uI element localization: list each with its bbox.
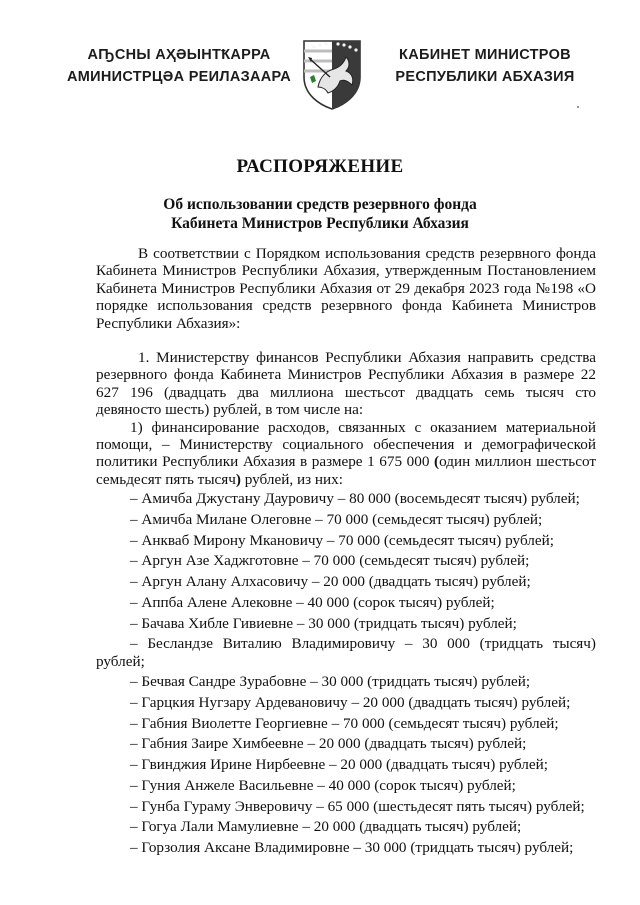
list-item: – Аргун Алану Алхасовичу – 20 000 (двадцать тысяч) рублей;: [130, 573, 531, 591]
header-russian-line-2: РЕСПУБЛИКИ АБХАЗИЯ: [395, 69, 575, 85]
document-subject: [0, 195, 640, 233]
list-item: – Амичба Джустану Дауровичу – 80 000 (восемьдесят тысяч) рублей;: [130, 490, 580, 508]
list-item: – Гарцкия Нугзару Ардевановичу – 20 000 (двадцать тысяч) рублей;: [130, 694, 571, 712]
subpoint-1-paren-open: (: [434, 453, 440, 471]
list-item: – Аргун Азе Хаджготовне – 70 000 (семьдесят тысяч) рублей;: [130, 552, 530, 570]
subpoint-1-paragraph: [96, 419, 596, 489]
preamble-paragraph: В соответствии с Порядком использования средств резервного фонда Кабинета Министров Республики Абхазия, утвержденным Постановлением Кабинета Министров Республики Абхазия от 29 декабря 2023 года №198 «О порядке использования средств резервного фонда Кабинета Министров Республики Абхазия»:: [96, 245, 596, 332]
header-russian-title: [380, 44, 590, 88]
document-body: [96, 245, 596, 856]
header-russian-line-1: КАБИНЕТ МИНИСТРОВ: [399, 47, 571, 63]
point-1-paragraph: 1. Министерству финансов Республики Абхазия направить средства резервного фонда Кабинета Министров Республики Абхазия в размере 22 627 196 (двадцать два миллиона шестьсот двадцать семь тысяч сто девяносто шесть) рублей, в том числе на:: [96, 349, 596, 419]
document-title: РАСПОРЯЖЕНИЕ: [236, 156, 404, 177]
list-item: – Горзолия Аксане Владимировне – 30 000 (тридцать тысяч) рублей;: [130, 838, 574, 856]
subpoint-1-amount-words: один миллион шестьсот семьдесят пять тысяч: [96, 453, 596, 488]
subject-line-2: Кабинета Министров Республики Абхазия: [171, 215, 469, 232]
header-abkhaz-line-2: АМИНИСТРЦӘА РЕИЛАЗААРА: [66, 69, 292, 85]
list-item: – Гунба Гураму Энверовичу – 65 000 (шестьдесят пять тысяч) рублей;: [130, 797, 585, 815]
list-item: – Амичба Милане Олеговне – 70 000 (семьдесят тысяч) рублей;: [130, 510, 543, 528]
subpoint-1-text-end: рублей, из них:: [240, 470, 343, 488]
subpoint-1-text: 1) финансирование расходов, связанных с оказанием материальной помощи, – Министерству социального обеспечения и демографической политики Республики Абхазия в размере 1 675 000: [96, 418, 596, 471]
recipients-list: [96, 490, 596, 856]
list-item: – Анкваб Мирону Мкановичу – 70 000 (семьдесят тысяч) рублей;: [130, 531, 554, 549]
subpoint-1-paren-close: ): [235, 470, 241, 488]
subject-line-1: Об использовании средств резервного фонда: [163, 196, 477, 213]
list-item: – Гогуа Лали Мамулиевне – 20 000 (двадцать тысяч) рублей;: [130, 818, 522, 836]
list-item: – Гвинджия Ирине Нирбеевне – 20 000 (двадцать тысяч) рублей;: [130, 756, 548, 774]
list-item: – Габния Заире Химбеевне – 20 000 (двадцать тысяч) рублей;: [130, 735, 527, 753]
list-item: – Аппба Алене Алековне – 40 000 (сорок тысяч) рублей;: [130, 593, 495, 611]
header-abkhaz-line-1: АҦСНЫ АҲӘЫНТҞАРРА: [87, 47, 271, 63]
header-abkhaz-title: [64, 44, 294, 88]
list-item: – Гуния Анжеле Васильевне – 40 000 (сорок тысяч) рублей;: [130, 776, 516, 794]
list-item: – Габния Виолетте Георгиевне – 70 000 (семьдесят тысяч) рублей;: [130, 714, 559, 732]
list-item: – Бесландзе Виталию Владимировичу – 30 000 (тридцать тысяч) рублей;: [96, 635, 596, 670]
scan-speck: [577, 106, 579, 108]
list-item: – Бечвая Сандре Зурабовне – 30 000 (тридцать тысяч) рублей;: [130, 673, 531, 691]
list-item: – Бачава Хибле Гивиевне – 30 000 (тридцать тысяч) рублей;: [130, 614, 517, 632]
coat-of-arms-emblem-icon: [300, 37, 364, 111]
